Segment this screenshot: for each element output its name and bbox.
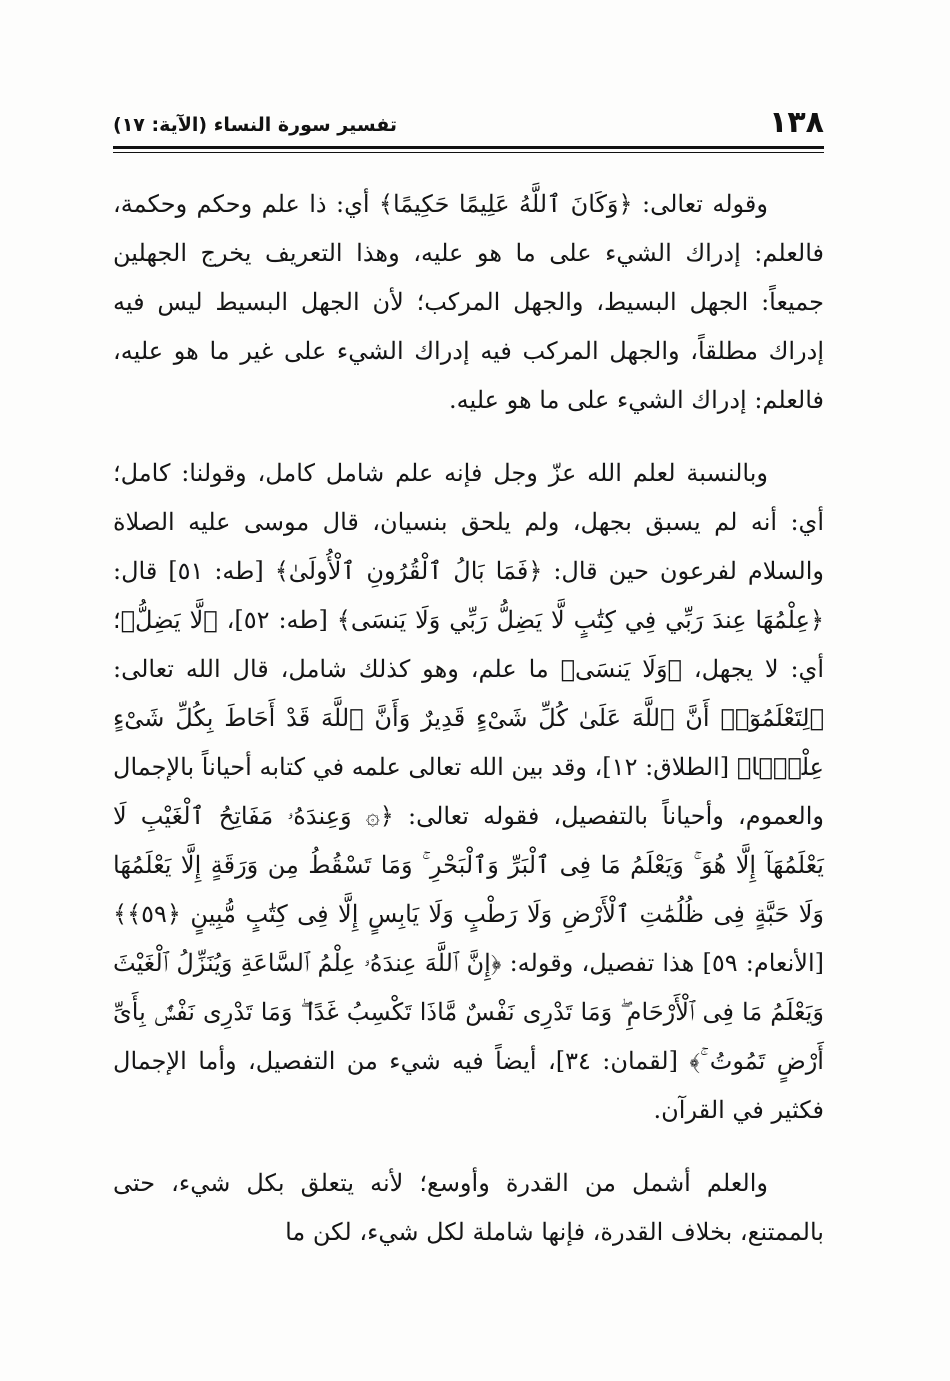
quran-verse: ﴿لَّا يَضِلُّ﴾ [120, 606, 218, 634]
text-run: وقد بين الله تعالى علمه في كتابه أحياناً بالإجمال والعموم، وأحياناً بالتفصيل، فقوله تعالى: [113, 753, 824, 830]
quran-verse: ﴿۞ وَعِندَهُۥ مَفَاتِحُ ٱلْغَيْبِ لَا يَعْلَمُهَآ إِلَّا هُوَ ۚ وَيَعْلَمُ مَا فِى ٱلْبَرِّ وَٱلْبَحْرِ ۚ وَمَا تَسْقُطُ مِن وَرَقَةٍ إِلَّا يَعْلَمُهَا وَلَا حَبَّةٍ فِى ظُلُمَٰتِ ٱلْأَرْضِ وَلَا رَطْبٍ وَلَا يَابِسٍ إِلَّا فِى كِتَٰبٍ مُّبِينٍ ﴿٥٩﴾﴾ [113, 802, 824, 928]
text-run: أيضاً فيه شيء من التفصيل، وأما الإجمال فكثير في القرآن. [113, 1047, 824, 1124]
paragraph-3 [113, 1159, 824, 1257]
page-header [113, 104, 824, 148]
page-number: ١٣٨ [769, 105, 824, 140]
header-rule-thin [113, 152, 824, 153]
paragraph-2 [113, 449, 824, 1135]
text-run: قال: [113, 557, 158, 585]
text-run: ؛ أي: لا يجهل، [113, 606, 824, 683]
quran-verse: ﴿وَلَا يَنسَى﴾ [560, 655, 682, 683]
text-run: وبالنسبة لعلم الله عزّ وجل فإنه علم شامل كامل، وقولنا: كامل؛ أي: أنه لم يسبق بجهل، ولم يلحق بنسيان، قال موسى عليه الصلاة والسلام لفرعون حين قال: [113, 459, 825, 585]
body-text [113, 180, 824, 1257]
text-run: والعلم أشمل من القدرة وأوسع؛ لأنه يتعلق بكل شيء، حتى بالممتنع، بخلاف القدرة، فإنها شاملة لكل شيء، لكن ما [113, 1169, 824, 1246]
text-run: ما علم، وهو كذلك شامل، قال الله تعالى: [113, 655, 561, 683]
verse-reference: [الطلاق: ١٢]، [586, 753, 737, 781]
text-run: وقوله تعالى: [632, 190, 768, 218]
running-title: تفسير سورة النساء (الآية: ١٧) [113, 114, 398, 136]
verse-reference: [الأنعام: ٥٩] [694, 949, 824, 977]
verse-reference: [طه: ٥١] [157, 557, 275, 585]
quran-verse: ﴿لِتَعْلَمُوٓا۟ أَنَّ ٱللَّهَ عَلَىٰ كُلِّ شَىْءٍ قَدِيرٌ وَأَنَّ ٱللَّهَ قَدْ أَحَاطَ بِكُلِّ شَىْءٍ عِلْمًۢا﴾ [113, 704, 824, 781]
quran-verse: ﴿وَكَانَ ٱللَّهُ عَلِيمًا حَكِيمًا﴾ [378, 190, 633, 218]
quran-verse: ﴿عِلْمُهَا عِندَ رَبِّي فِي كِتَٰبٍ لَّا يَضِلُّ رَبِّي وَلَا يَنسَى﴾ [336, 606, 824, 634]
text-run: أي: ذا علم وحكم وحكمة، فالعلم: إدراك الشيء على ما هو عليه، وهذا التعريف يخرج الجهلين جميعاً: الجهل البسيط، والجهل المركب؛ لأن الجهل البسيط ليس فيه إدراك مطلقاً، والجهل المركب فيه إدراك الشيء على غير ما هو عليه، فالعلم: إدراك الشيء على ما هو عليه. [113, 190, 824, 414]
quran-verse: ﴿فَمَا بَالُ ٱلْقُرُونِ ٱلْأُولَىٰ﴾ [274, 557, 543, 585]
quran-verse: ﴿إِنَّ ٱللَّهَ عِندَهُۥ عِلْمُ ٱلسَّاعَةِ وَيُنَزِّلُ ٱلْغَيْثَ وَيَعْلَمُ مَا فِى ٱلْأَرْحَامِ ۖ وَمَا تَدْرِى نَفْسٌ مَّاذَا تَكْسِبُ غَدًا ۖ وَمَا تَدْرِى نَفْسٌۢ بِأَىِّ أَرْضٍ تَمُوتُ ۚ﴾ [113, 949, 824, 1075]
header-rule-thick [113, 146, 824, 149]
verse-reference: [طه: ٥٢]، [217, 606, 337, 634]
paragraph-1 [113, 180, 824, 425]
text-run: هذا تفصيل، وقوله: [501, 949, 695, 977]
verse-reference: [لقمان: ٣٤]، [536, 1047, 690, 1075]
